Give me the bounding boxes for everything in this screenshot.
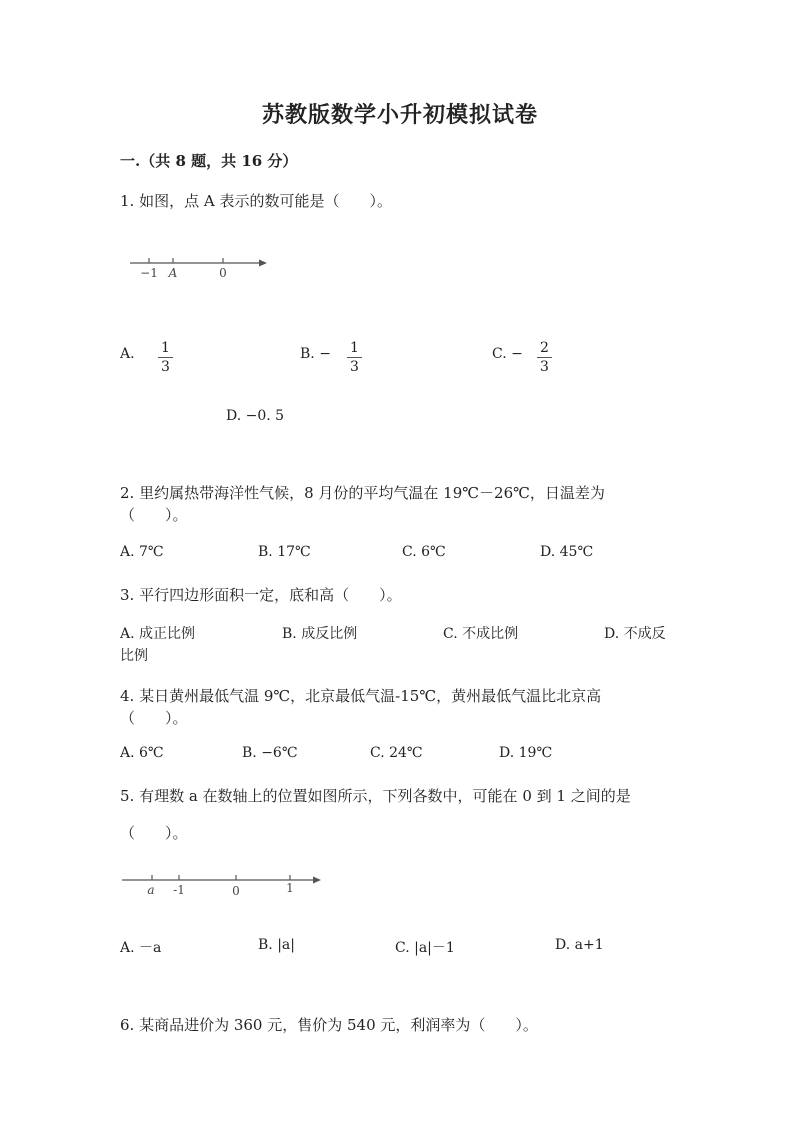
q4-option-a: A. 6℃ <box>120 745 164 761</box>
label-a: a <box>147 883 155 897</box>
fraction-numerator: 2 <box>540 340 549 356</box>
q2-option-d: D. 45℃ <box>540 544 594 560</box>
q3-option-c: C. 不成比例 <box>443 626 519 642</box>
number-line-arrow <box>259 260 267 267</box>
label-1: 1 <box>286 881 294 895</box>
fraction-numerator: 1 <box>350 340 359 356</box>
fraction-denominator: 3 <box>350 359 359 375</box>
number-line-5 <box>118 868 328 902</box>
fraction-denominator: 3 <box>540 359 549 375</box>
q2-option-c: C. 6℃ <box>402 544 446 560</box>
q5-option-c: C. |a|－1 <box>395 940 455 956</box>
question-2-stem-line-1: 2. 里约属热带海洋性气候，8 月份的平均气温在 19℃－26℃，日温差为 <box>120 484 605 502</box>
q1-option-b-label: B. − <box>300 346 331 362</box>
q3-option-a: A. 成正比例 <box>120 626 196 642</box>
q5-option-d: D. a+1 <box>555 937 604 953</box>
q4-option-d: D. 19℃ <box>499 745 553 761</box>
fraction-bar <box>158 357 173 358</box>
q1-option-a-label: A. <box>120 346 135 362</box>
question-6-stem: 6. 某商品进价为 360 元，售价为 540 元，利润率为（ ）。 <box>120 1016 538 1034</box>
q1-option-a-fraction <box>158 340 173 375</box>
label-minus-1: −1 <box>140 266 158 280</box>
q3-option-b: B. 成反比例 <box>282 626 358 642</box>
fraction-bar <box>347 357 362 358</box>
question-5-stem-line-1: 5. 有理数 a 在数轴上的位置如图所示，下列各数中，可能在 0 到 1 之间的是 <box>120 787 631 805</box>
label-0: 0 <box>232 884 240 898</box>
question-5-stem-line-2: （ ）。 <box>120 824 188 842</box>
q1-option-c-label: C. − <box>492 346 523 362</box>
q2-option-b: B. 17℃ <box>258 544 311 560</box>
question-2-stem-line-2: （ ）。 <box>120 506 188 524</box>
question-4-stem-line-2: （ ）。 <box>120 709 188 727</box>
q1-option-c-fraction <box>537 340 552 375</box>
q1-option-b-fraction <box>347 340 362 375</box>
q4-option-c: C. 24℃ <box>370 745 423 761</box>
q3-option-d: D. 不成反 <box>604 626 666 642</box>
fraction-bar <box>537 357 552 358</box>
section-heading: 一.（共 8 题，共 16 分） <box>120 152 298 170</box>
fraction-numerator: 1 <box>161 340 170 356</box>
q5-option-a: A. －a <box>120 940 162 956</box>
label-a: A <box>168 266 178 280</box>
number-line-arrow <box>313 877 321 884</box>
number-line-1 <box>120 250 280 284</box>
label-0: 0 <box>219 266 227 280</box>
q4-option-b: B. −6℃ <box>242 745 298 761</box>
question-1-stem: 1. 如图，点 A 表示的数可能是（ ）。 <box>120 192 392 210</box>
q1-option-d: D. −0. 5 <box>226 408 285 424</box>
fraction-denominator: 3 <box>161 359 170 375</box>
q3-option-d-wrap: 比例 <box>120 648 148 664</box>
label-minus-1: -1 <box>173 883 185 897</box>
question-4-stem-line-1: 4. 某日黄州最低气温 9℃，北京最低气温-15℃，黄州最低气温比北京高 <box>120 687 602 705</box>
page-title: 苏教版数学小升初模拟试卷 <box>261 102 538 128</box>
question-3-stem: 3. 平行四边形面积一定，底和高（ ）。 <box>120 586 402 604</box>
q5-option-b: B. |a| <box>258 937 295 953</box>
q2-option-a: A. 7℃ <box>120 544 164 560</box>
